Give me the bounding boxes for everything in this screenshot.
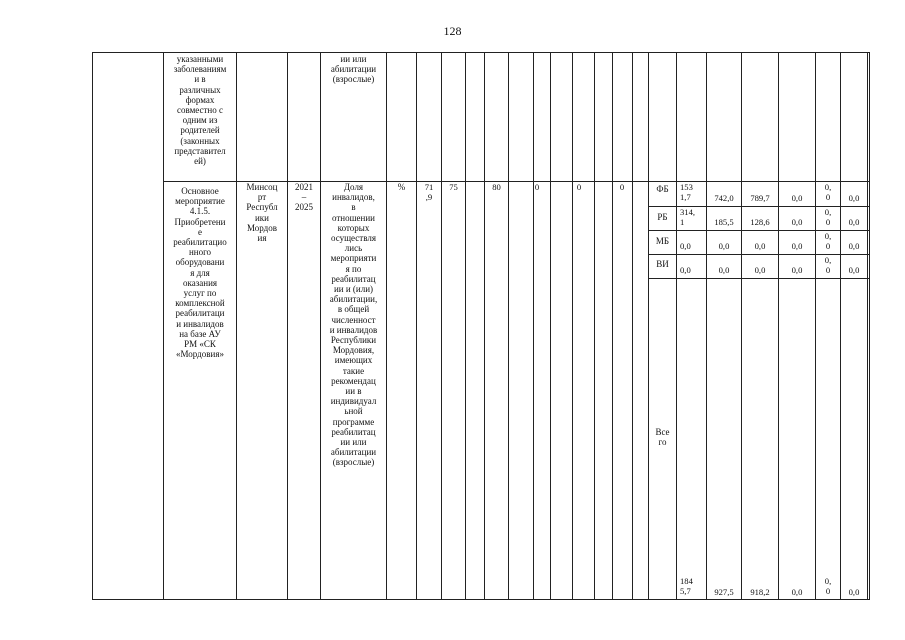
indicator-value: 0 <box>534 182 540 192</box>
funding-year-value: 0,0 <box>791 193 803 203</box>
funding-year-value: 0,0 <box>791 217 803 227</box>
funding-total: 0,0 <box>680 265 691 275</box>
column-divider <box>869 52 870 600</box>
column-divider <box>778 52 779 600</box>
column-divider <box>612 52 613 600</box>
funding-total: 184 5,7 <box>680 576 693 597</box>
funding-year-value: 0,0 <box>848 193 860 203</box>
funding-year-value: 0, 0 <box>824 576 832 597</box>
funding-source: ВИ <box>656 259 669 269</box>
funding-year-value: 918,2 <box>750 587 770 597</box>
funding-year-value: 0,0 <box>718 241 730 251</box>
funding-year-value: 0,0 <box>754 241 766 251</box>
table-border <box>92 52 870 53</box>
column-divider <box>287 52 288 600</box>
funding-year-value: 0,0 <box>754 265 766 275</box>
column-divider <box>416 52 417 600</box>
funding-year-value: 0,0 <box>848 217 860 227</box>
indicator-value: 71 ,9 <box>424 182 434 203</box>
funding-year-value: 927,5 <box>714 587 734 597</box>
indicator-name: Доля инвалидов, в отношении которых осуществля лись мероприяти я по реабилитац ии и (или) абилитации, в общей численност и инвалидов Республики Мордовия, имеющих такие рекомендац ии в индивидуал ьной программе реабилитац ии или абилитации (взрослые) <box>329 182 378 468</box>
column-divider <box>572 52 573 600</box>
funding-total: 0,0 <box>680 241 691 251</box>
budget-table <box>92 52 870 600</box>
funding-year-value: 742,0 <box>714 193 734 203</box>
column-divider <box>236 52 237 600</box>
funding-year-value: 0, 0 <box>824 231 832 252</box>
column-divider <box>533 52 534 600</box>
funding-year-value: 789,7 <box>750 193 770 203</box>
indicator-value: 80 <box>492 182 501 192</box>
measure-name: Основное мероприятие 4.1.5. Приобретени е реабилитацио нного оборудовани я для оказания услуг по комплексной реабилитаци и инвалидов на базе АУ РМ «СК «Мордовия» <box>173 186 227 360</box>
indicator-continued: ии или абилитации (взрослые) <box>330 54 377 85</box>
funding-year-value: 0, 0 <box>824 207 832 228</box>
column-divider <box>550 52 551 600</box>
funding-year-value: 185,5 <box>714 217 734 227</box>
funding-year-value: 0,0 <box>848 241 860 251</box>
funding-year-value: 0,0 <box>791 265 803 275</box>
unit: % <box>397 182 406 192</box>
column-divider <box>484 52 485 600</box>
funding-total: 153 1,7 <box>680 182 693 203</box>
column-divider <box>441 52 442 600</box>
executor: Минсоц рт Республ ики Мордов ия <box>246 182 278 244</box>
measure-name-continued: указанными заболеваниям и в различных формах совместно с одним из родителей (законных представител ей) <box>173 54 227 167</box>
column-divider <box>867 52 868 600</box>
column-divider <box>815 52 816 600</box>
funding-year-value: 0,0 <box>848 265 860 275</box>
column-divider <box>741 52 742 600</box>
funding-year-value: 0, 0 <box>824 182 832 203</box>
funding-year-value: 0,0 <box>791 241 803 251</box>
column-divider <box>386 52 387 600</box>
funding-source: Все го <box>655 427 670 448</box>
column-divider <box>632 52 633 600</box>
column-divider <box>594 52 595 600</box>
funding-source: МБ <box>655 236 670 246</box>
page-number: 128 <box>443 24 462 38</box>
column-divider <box>676 52 677 600</box>
funding-source: ФБ <box>656 184 669 194</box>
column-divider <box>92 52 93 600</box>
indicator-value: 0 <box>576 182 582 192</box>
column-divider <box>706 52 707 600</box>
funding-year-value: 0, 0 <box>824 255 832 276</box>
column-divider <box>840 52 841 600</box>
funding-year-value: 0,0 <box>848 587 860 597</box>
column-divider <box>648 52 649 600</box>
funding-source: РБ <box>657 212 668 222</box>
column-divider <box>508 52 509 600</box>
period: 2021 – 2025 <box>295 182 313 213</box>
funding-year-value: 0,0 <box>791 587 803 597</box>
indicator-value: 75 <box>449 182 458 192</box>
indicator-value: 0 <box>619 182 625 192</box>
table-border <box>92 599 870 600</box>
funding-year-value: 0,0 <box>718 265 730 275</box>
funding-total: 314, 1 <box>680 207 696 228</box>
column-divider <box>465 52 466 600</box>
funding-year-value: 128,6 <box>750 217 770 227</box>
